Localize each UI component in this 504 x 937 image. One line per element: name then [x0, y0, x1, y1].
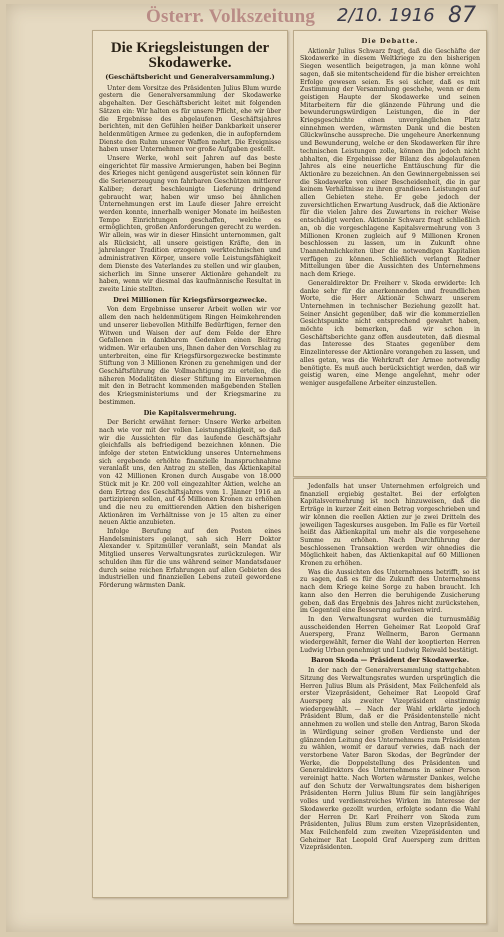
section-heading: Baron Skoda — Präsident der Skodawerke.	[310, 656, 470, 665]
handwritten-page-number: 87	[448, 3, 476, 28]
paragraph: Infolge Berufung auf den Posten eines Handelsministers gelangt, sah sich Herr Doktor Alexander v. Spitzmüller veranlaßt, sein Mandat als Mitglied unseres Verwaltungsrates zurückzulegen. Wir schulden ihm für die uns während seiner Mandatsdauer durch seine reichen Erfahrungen auf allen Gebieten des industriellen und finanziellen Lebens zuteil gewordene Förderung wärmsten Dank.	[99, 528, 281, 589]
paragraph: Von dem Ergebnisse unserer Arbeit wollen wir vor allem den nach heldenmütigem Ringen Heimkehrenden und unserer liebevollen Mithilfe Bedürftigen, ferner den Witwen und Waisen der auf dem Felde der Ehre Gefallenen in dankbarem Gedenken einen Beitrag widmen. Wir erlauben uns, Ihnen daher den Vorschlag zu unterbreiten, eine für Kriegsfürsorgezwecke bestimmte Stiftung von 3 Millionen Kronen zu genehmigen und der Geschäftsführung die Vollmachtigung zu erteilen, die näheren Modalitäten dieser Stiftung im Einvernehmen mit den in Betracht kommenden maßgebenden Stellen des Kriegsministeriums und der Kriegsmarine zu bestimmen.	[99, 306, 281, 406]
clipping-right-bottom	[293, 478, 487, 924]
paragraph: Jedenfalls hat unser Unternehmen erfolgreich und finanziell ergiebig gestaltet. Bei der erfolgten Kapitalsvermehrung ist noch hinzuweisen, daß die Erträge in kurzer Zeit einen Betrag vorgeschrieben und wir können die reellen Aktien zur je zwei Dritteln des jeweiligen Tageskurses ausgeben. Im Falle es für Vorteil heißt das Aktienkapital um mehr als die vorgesehene Summe zu erhöhen. Nach Durchführung der beschlossenen Transaktion werden wir ohnedies die Möglichkeit haben, das Aktienkapital auf 60 Millionen Kronen zu erhöhen.	[300, 483, 480, 568]
newspaper-masthead: Österr. Volkszeitung	[146, 6, 316, 27]
paragraph: Unsere Werke, wohl seit Jahren auf das beste eingerichtet für massive Armierungen, haben bei Beginn des Krieges nicht genügend ausgerüstet sein können für die Serienerzeugung von fahrbaren Geschützen mittlerer Kaliber; derart beschleunigte Lieferung dringend gebraucht war, haben wir umso bei ähnlichen Unternehmungen erst im Laufe dieser Jahre erreicht werden konnte, innerhalb weniger Monate im heißesten Tempo Einrichtungen geschaffen, welche es ermöglichten, großen Anforderungen gerecht zu werden. Wir allein, was wir in dieser Hinsicht unternommen, galt als Rücksicht, all unsere geistigen Kräfte, den in jahrelanger Tradition erzogenen werktechnischen und administrativen Körper, unsere volle Leistungsfähigkeit dem Dienste des Vaterlandes zu stellen und wir glauben, sicherlich im Sinne unserer Aktionäre gehandelt zu haben, wenn wir diesmal das kaufmännische Resultat in zweite Linie stellten.	[99, 155, 281, 293]
section-heading: Die Kapitalsvermehrung.	[143, 408, 237, 417]
paragraph: Generaldirektor Dr. Freiherr v. Skoda erwiderte: Ich danke sehr für die anerkennenden und freundlichen Worte, die Herr Aktionär Schwarz unserem Unternehmen in technischer Beziehung gezollt hat. Seiner Ansicht gegenüber, daß wir die kommerziellen Gesichtspunkte nicht entsprechend gewahrt haben, möchte ich bemerken, daß wir schon in Geschäftsberichte ganz offen ausdeuteten, daß diesmal das Interesse des Staates gegenüber dem Einzelinteresse der Aktionäre vorangehen zu lassen, und alles getan, was die Wehrkraft der Armee notwendig benötigte. Es muß auch berücksichtigt werden, daß wir geistig waren, eine Menge angelehnt, mehr oder weniger ausgefallene Arbeiter einzustellen.	[300, 279, 480, 387]
clipping-right-top	[293, 30, 487, 477]
paragraph: Unter dem Vorsitze des Präsidenten Julius Blum wurde gestern die Generalversammlung der Skodawerke abgehalten. Der Geschäftsbericht leitet mit folgenden Sätzen ein: Wir halten es für unsere Pflicht, ehe wir über die Ergebnisse des abgelaufenen Geschäftsjahres berichten, mit den Gefühlen heißer Dankbarkeit unserer heldenmütigen Armee zu gedenken, die in aufopferndem Dienste den Ruhm unserer Waffen mehrt. Die Ereignisse haben unser Unternehmen vor große Aufgaben gestellt.	[99, 84, 281, 154]
paragraph: Der Bericht erwähnt ferner: Unsere Werke arbeiten nach wie vor mit der vollen Leistungsfähigkeit, so daß wir die Aussichten für das laufende Geschäftsjahr gleichfalls als befriedigend bezeichnen können. Die infolge der steten Entwicklung unseres Unternehmens sich ergebende erhöhte finanzielle Inanspruchnahme veranlaßt uns, den Antrag zu stellen, das Aktienkapital von 42 Millionen Kronen durch Ausgabe von 18.000 Stück mit je Kr. 200 voll eingezahlter Aktien, welche an dem Ertrag des Geschäftsjahres vom 1. Jänner 1916 an partizipieren sollen, auf 45 Millionen Kronen zu erhöhen und die neu zu emittierenden Aktien den bisherigen Aktionären im Verhältnisse von je 15 alten zu einer neuen Aktie anzubieten.	[99, 419, 281, 527]
handwritten-date: 2/10. 1916	[337, 5, 435, 26]
article-headline: Die Kriegsleistungen der Skodawerke.	[110, 40, 270, 71]
clipping-left-column	[92, 30, 288, 898]
paragraph: Aktionär Julius Schwarz fragt, daß die Geschäfte der Skodawerke in diesem Weltkriege zu den bisherigen Siegen wesentlich beigetragen, ja man könne wohl sagen, daß sie mitentscheidend für die bisher erreichten Erfolge gewesen seien. Es sei sicher, daß es mit Zustimmung der Versammlung geschehe, wenn er dem geistigen Haupte der Skodawerke und seinen Mitarbeitern für die glänzende Führung und die bewunderungswürdigen Leistungen, die in der Kriegsgeschichte einen unvergänglichen Platz einnehmen werden, wärmsten Dank und die besten Glückwünsche ausspreche. Die ungeheure Anerkennung und Bewunderung, welche er den Skodawerken für ihre technischen Leistungen zolle, können ihn jedoch nicht abhalten, die Ergebnisse der Bilanz des abgelaufenen Jahres als eine neuerliche Enttäuschung für die Aktionäre zu bezeichnen. An den Gewinnergebnissen sei die Skodawerke von einer Bescheidenheit, die in gar keinem Verhältnisse zu ihren grandiosen Leistungen auf allen Gebieten stehe. Er gebe jedoch der zuversichtlichen Erwartung Ausdruck, daß die Aktionäre für die vielen Jahre des Zuwartens in reicher Weise entschädigt werden. Aktionär Schwarz fragt schließlich an, ob die vorgeschlagene Kapitalsvermehrung von 3 Millionen Kronen zugleich auf 9 Millionen Kronen beschlossen zu lassen, um in Zukunft ohne Unannehmlichkeiten über die notwendigen Kapitalien verfügen zu können. Schließlich verlangt Redner Mitteilungen über die Aussichten des Unternehmens nach dem Kriege.	[300, 47, 480, 279]
section-heading: Die Debatte.	[361, 37, 419, 45]
paragraph: In den Verwaltungsrat wurden die turnusmäßig ausscheidenden Herren Geheimer Rat Leopold Graf Auersperg, Franz Wellnerm, Baron Germann wiedergewählt, ferner die Wahl der kooptierten Herren Ludwig Urban genehmigt und Ludwig Reiwald bestätigt.	[300, 615, 480, 654]
article-subhead: (Geschäftsbericht und Generalversammlung.)	[105, 73, 275, 81]
section-heading: Drei Millionen für Kriegsfürsorgezwecke.	[113, 295, 267, 304]
paragraph: Was die Aussichten des Unternehmens betrifft, so ist zu sagen, daß es für die Zukunft des Unternehmens nach dem Kriege keine Sorge zu haben braucht. Ich kann also den Herren die beruhigende Zusicherung geben, daß das Ergebnis des Jahres nicht zurückstehen, im Gegenteil eine Besserung aufweisen wird.	[300, 568, 480, 615]
paragraph: In der nach der Generalversammlung stattgehabten Sitzung des Verwaltungsrates wurden ursprünglich die Herren Julius Blum als Präsident, Max Feilchenfeld als erster Vizepräsident, Geheimer Rat Leopold Graf Auersperg als zweiter Vizepräsident einstimmig wiedergewählt. — Nach der Wahl erklärte jedoch Präsident Blum, daß er die Präsidentenstelle nicht annehmen zu wollen und stelle den Antrag, Baron Skoda in Würdigung seiner großen Verdienste und der glänzenden Leitung des Unternehmens zum Präsidenten zu wählen, womit er darauf verwies, daß nach der verstorbene Vater Baron Skodas, der Begründer der Werke, die Doppelstellung des Präsidenten und Generaldirektors des Unternehmens in seiner Person vereinigt hatte. Nach Worten wärmster Dankes, welche auf den Schutz der Verwaltungsrates dem bisherigen Präsidenten Herrn Julius Blum für sein langjähriges volles und verdienstreiches Wirken im Interesse der Skodawerke gezollt wurden, erfolgte sodann die Wahl der Herren Dr. Karl Freiherr von Skoda zum Präsidenten, Julius Blum zum ersten Vizepräsidenten, Max Feilchenfeld zum zweiten Vizepräsidenten und Geheimer Rat Leopold Graf Auersperg zum dritten Vizepräsidenten.	[300, 667, 480, 852]
